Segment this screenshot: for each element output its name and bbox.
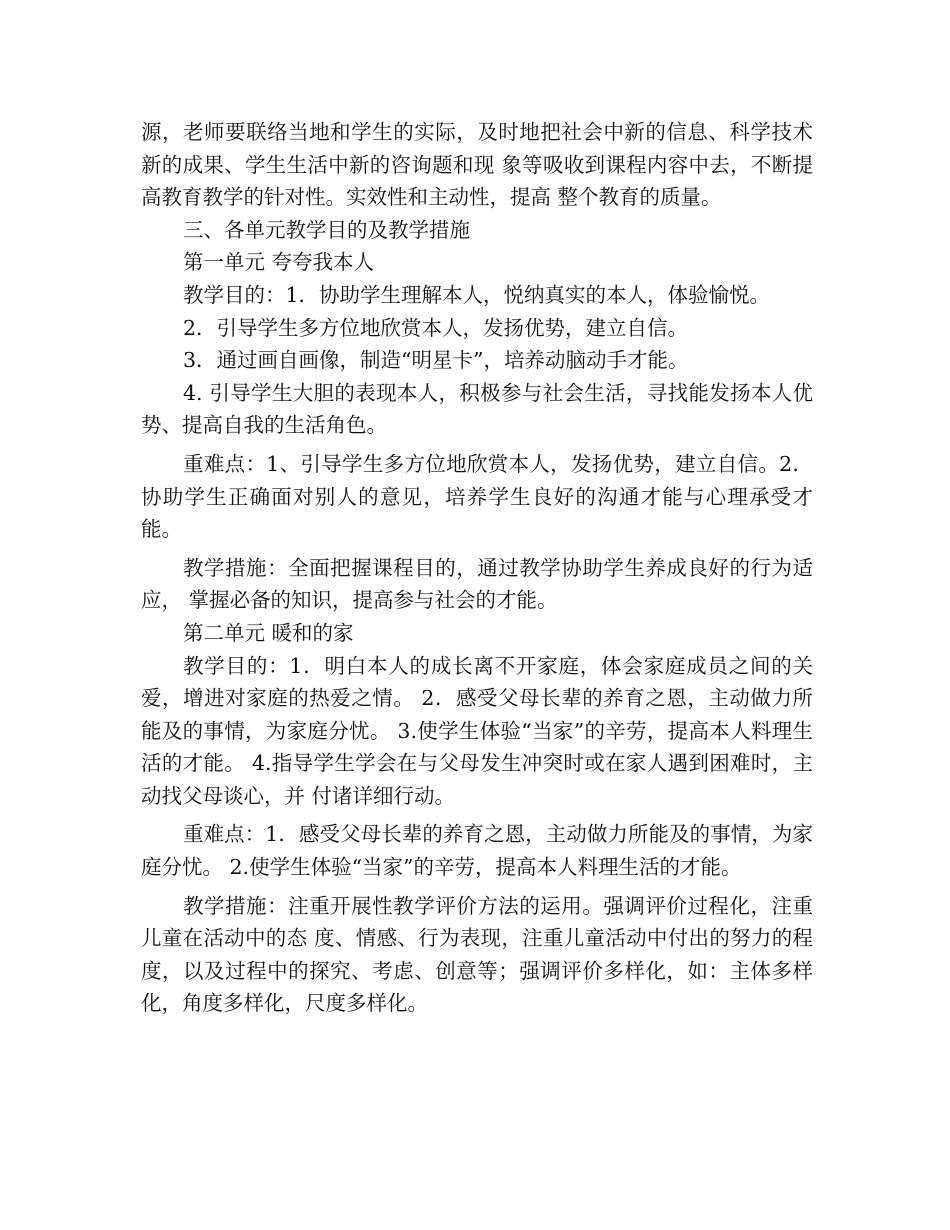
unit-2-goals: 教学目的：1．明白本人的成长离不开家庭，体会家庭成员之间的关爱，增进对家庭的热爱之情。 2．感受父母长辈的养育之恩，主动做力所能及的事情，为家庭分忧。 3.使学生体验“当家”的辛劳，提高本人料理生活的才能。 4.指导学生学会在与父母发生冲突时或在家人遇到困难时，主动找父母谈心，并 付诸详细行动。 [141,653,813,808]
document-body [141,116,813,1020]
section-heading: 三、各单元教学目的及教学措施 [183,217,470,242]
unit-1-goal-4: 4. 引导学生大胆的表现本人，积极参与社会生活，寻找能发扬本人优势、提高自我的生活角色。 [141,380,813,438]
unit-2-title: 第二单元 暖和的家 [183,620,354,645]
unit-1-goal-3: 3．通过画自画像，制造“明星卡”，培养动脑动手才能。 [183,348,689,373]
unit-2-key-points: 重难点：1．感受父母长辈的养育之恩，主动做力所能及的事情，为家庭分忧。 2.使学生体验“当家”的辛劳，提高本人料理生活的才能。 [141,822,813,880]
paragraph-intro: 源，老师要联络当地和学生的实际，及时地把社会中新的信息、科学技术新的成果、学生生活中新的咨询题和现 象等吸收到课程内容中去，不断提高教育教学的针对性。实效性和主动性，提高 整个教育的质量。 [141,120,813,210]
unit-1-goal-2: 2．引导学生多方位地欣赏本人，发扬优势，建立自信。 [183,315,689,340]
unit-1-measures: 教学措施：全面把握课程目的，通过教学协助学生养成良好的行为适应， 掌握必备的知识，提高参与社会的才能。 [141,555,813,613]
unit-1-key-points: 重难点：1、引导学生多方位地欣赏本人，发扬优势，建立自信。2．协助学生正确面对别人的意见，培养学生良好的沟通才能与心理承受才能。 [141,451,813,542]
unit-2-measures: 教学措施：注重开展性教学评价方法的运用。强调评价过程化，注重儿童在活动中的态 度、情感、行为表现，注重儿童活动中付出的努力的程度，以及过程中的探究、考虑、创意等；强调评价多样化，如：主体多样化，角度多样化，尺度多样化。 [141,893,813,1016]
unit-1-title: 第一单元 夸夸我本人 [183,250,375,275]
unit-1-goal-1: 教学目的：1．协助学生理解本人，悦纳真实的本人，体验愉悦。 [183,282,771,307]
